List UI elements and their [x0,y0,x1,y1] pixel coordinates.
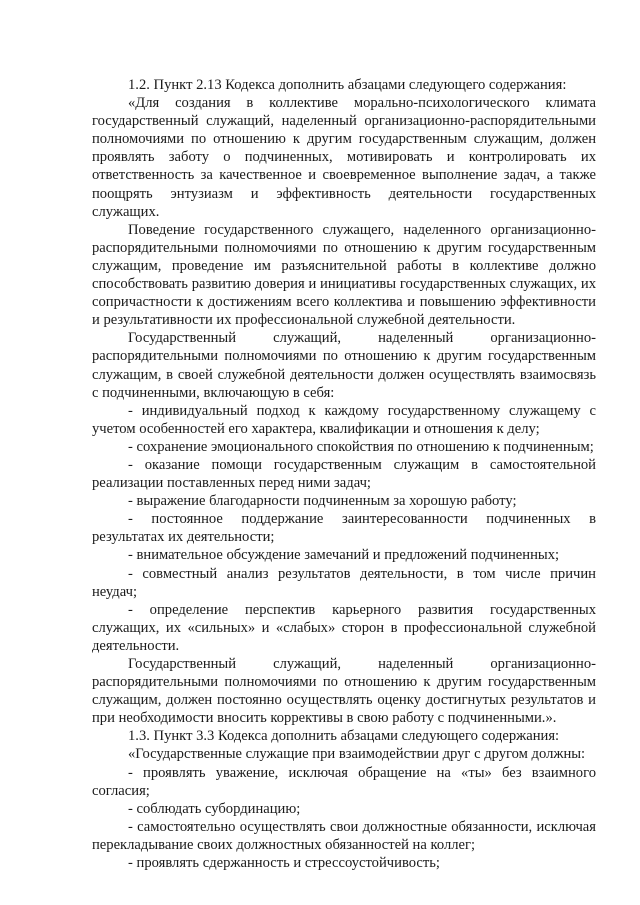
paragraph-1-3-heading: 1.3. Пункт 3.3 Кодекса дополнить абзацами следующего содержания: [128,728,560,745]
paragraph-behavior: Поведение государственного служащего, наделенного организационно-распорядительными полномочиями по отношению к другим государственным служащим, проведение им разъяснительной работы в коллективе должно способствовать развитию доверия и инициативы государственных служащих, их сопричастности к достижениям всего коллектива и повышению эффективности и результативности их профессиональной служебной деятельности. [92,221,596,329]
list-item-own-duties: - самостоятельно осуществлять свои должностные обязанности, исключая перекладывание своих должностных обязанностей на коллег; [92,818,596,853]
paragraph-1-2-heading: 1.2. Пункт 2.13 Кодекса дополнить абзацами следующего содержания: [128,77,567,93]
list-item-subordination: - соблюдать субординацию; [128,800,301,817]
paragraph-interaction-intro: Государственный служащий, наделенный организационно-распорядительными полномочиями по отношению к другим государственным служащим, в своей служебной деятельности должен осуществлять взаимосвязь с подчиненными, включающую в себя: [92,330,596,401]
list-item-career-prospects: - определение перспектив карьерного развития государственных служащих, их «сильных» и «слабых» сторон в профессиональной служебной деятельности. [92,601,596,654]
list-item-assistance: - оказание помощи государственным служащим в самостоятельной реализации поставленных перед ними задач; [92,456,596,492]
list-item-restraint: - проявлять сдержанность и стрессоустойчивость; [128,855,440,872]
list-item-joint-analysis: - совместный анализ результатов деятельности, в том числе причин неудач; [92,565,596,600]
list-item-respect: - проявлять уважение, исключая обращение на «ты» без взаимного согласия; [92,764,596,799]
list-item-gratitude: - выражение благодарности подчиненным за хорошую работу; [128,493,517,510]
list-item-emotional-calm: - сохранение эмоционального спокойствия по отношению к подчиненным; [128,438,594,455]
document-page [92,76,596,872]
paragraph-mutual-interaction: «Государственные служащие при взаимодействии друг с другом должны: [128,746,586,763]
paragraph-evaluation: Государственный служащий, наделенный организационно-распорядительными полномочиями по отношению к другим государственным служащим, должен постоянно осуществлять оценку достигнутых результатов и при необходимости вносить коррективы в свою работу с подчиненными.». [92,656,596,727]
paragraph-climate: «Для создания в коллективе морально-психологического климата государственный служащий, наделенный организационно-распорядительными полномочиями по отношению к другим государственным служащим, должен проявлять заботу о подчиненных, мотивировать и контролировать их ответственность за качественное и своевременное выполнение задач, а также поощрять энтузиазм и эффективность деятельности государственных служащих. [92,95,596,220]
list-item-interest: - постоянное поддержание заинтересованности подчиненных в результатах их деятельности; [92,511,596,546]
list-item-discussion: - внимательное обсуждение замечаний и предложений подчиненных; [128,547,560,564]
list-item-individual-approach: - индивидуальный подход к каждому государственному служащему с учетом особенностей его характера, квалификации и отношения к делу; [92,402,596,437]
